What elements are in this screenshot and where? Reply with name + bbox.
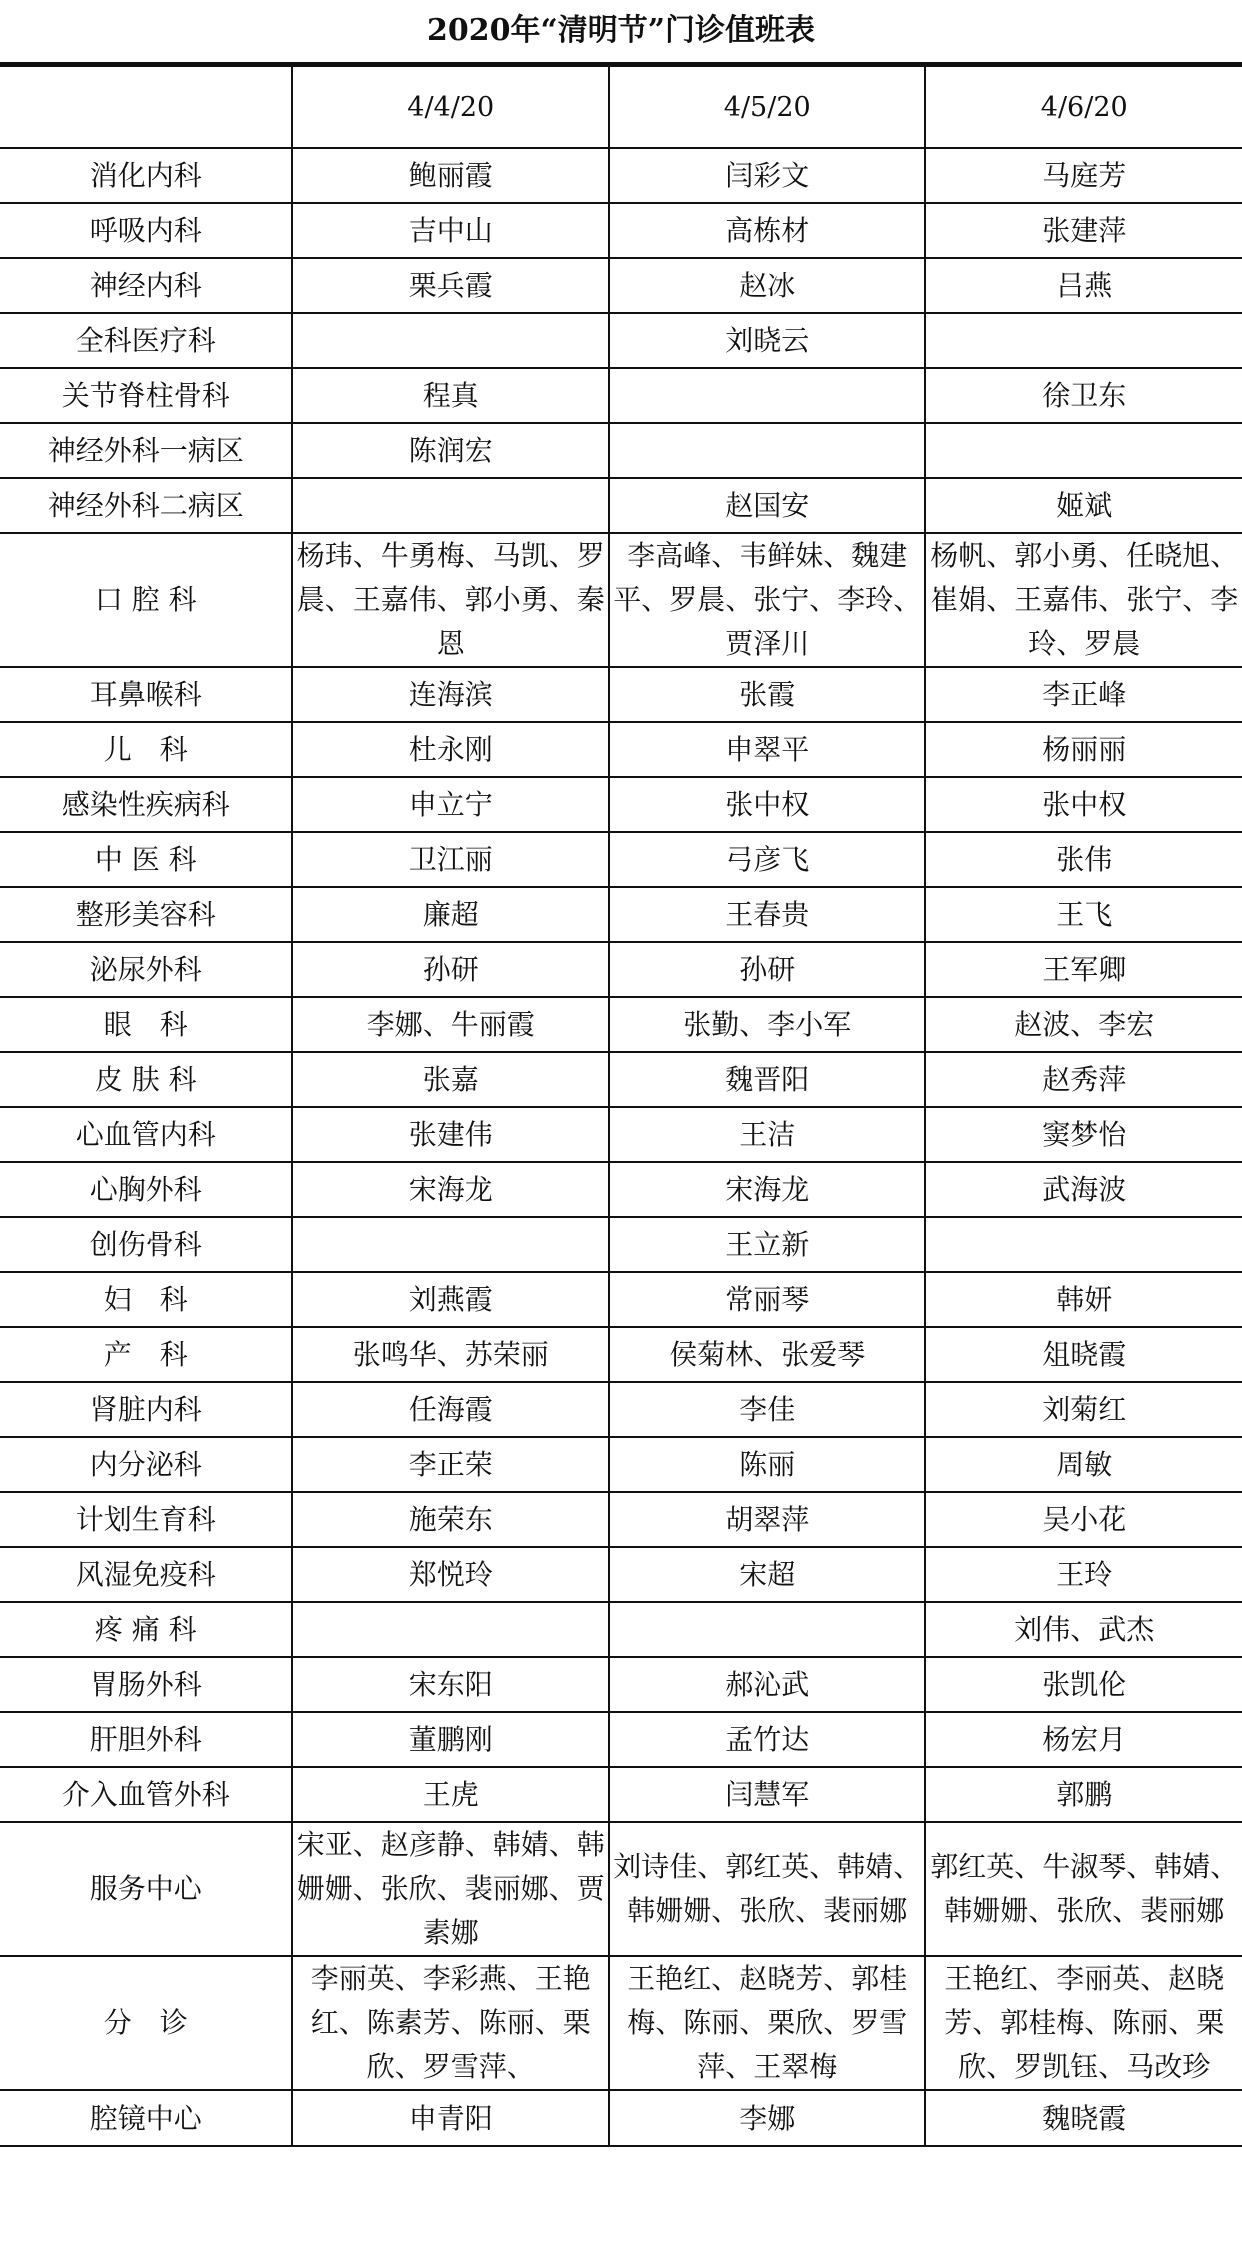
table-row <box>0 1712 1242 1767</box>
department-cell: 中 医 科 <box>0 832 292 887</box>
table-row <box>0 1327 1242 1382</box>
duty-cell-date1: 吉中山 <box>292 203 609 258</box>
duty-cell-date2: 李佳 <box>609 1382 926 1437</box>
department-cell: 服务中心 <box>0 1822 292 1956</box>
table-row <box>0 1217 1242 1272</box>
department-cell: 产 科 <box>0 1327 292 1382</box>
duty-cell-date1 <box>292 1217 609 1272</box>
department-cell: 感染性疾病科 <box>0 777 292 832</box>
duty-cell-date1: 申立宁 <box>292 777 609 832</box>
duty-cell-date1: 孙研 <box>292 942 609 997</box>
department-cell: 口 腔 科 <box>0 533 292 667</box>
table-row <box>0 1382 1242 1437</box>
duty-cell-date3: 马庭芳 <box>925 148 1242 203</box>
duty-cell-date3: 王玲 <box>925 1547 1242 1602</box>
duty-cell-date3: 韩妍 <box>925 1272 1242 1327</box>
duty-cell-date2: 赵冰 <box>609 258 926 313</box>
duty-cell-date1: 杜永刚 <box>292 722 609 777</box>
table-row <box>0 777 1242 832</box>
duty-roster-table <box>0 65 1242 2147</box>
department-cell: 介入血管外科 <box>0 1767 292 1822</box>
duty-cell-date2 <box>609 368 926 423</box>
duty-cell-date1: 杨玮、牛勇梅、马凯、罗晨、王嘉伟、郭小勇、秦恩 <box>292 533 609 667</box>
duty-cell-date3: 张中权 <box>925 777 1242 832</box>
table-row <box>0 1602 1242 1657</box>
duty-cell-date2: 刘晓云 <box>609 313 926 368</box>
duty-cell-date2: 高栋材 <box>609 203 926 258</box>
duty-cell-date1: 张建伟 <box>292 1107 609 1162</box>
duty-cell-date3 <box>925 423 1242 478</box>
duty-cell-date1 <box>292 313 609 368</box>
duty-cell-date2: 王立新 <box>609 1217 926 1272</box>
duty-cell-date2: 郝沁武 <box>609 1657 926 1712</box>
header-date-cell: 4/6/20 <box>925 66 1242 148</box>
duty-cell-date2: 王艳红、赵晓芳、郭桂梅、陈丽、栗欣、罗雪萍、王翠梅 <box>609 1956 926 2090</box>
duty-cell-date2: 张勤、李小军 <box>609 997 926 1052</box>
duty-cell-date3: 张伟 <box>925 832 1242 887</box>
table-row <box>0 1657 1242 1712</box>
duty-cell-date2: 刘诗佳、郭红英、韩婧、韩姗姗、张欣、裴丽娜 <box>609 1822 926 1956</box>
table-row <box>0 1492 1242 1547</box>
duty-cell-date2: 王洁 <box>609 1107 926 1162</box>
table-row <box>0 1052 1242 1107</box>
department-cell: 整形美容科 <box>0 887 292 942</box>
duty-cell-date3: 武海波 <box>925 1162 1242 1217</box>
header-date-cell: 4/4/20 <box>292 66 609 148</box>
duty-cell-date3 <box>925 1217 1242 1272</box>
table-row <box>0 533 1242 667</box>
duty-cell-date3 <box>925 313 1242 368</box>
duty-cell-date2: 弓彦飞 <box>609 832 926 887</box>
duty-cell-date1 <box>292 1602 609 1657</box>
duty-cell-date3: 张建萍 <box>925 203 1242 258</box>
duty-cell-date2: 李高峰、韦鲜妹、魏建平、罗晨、张宁、李玲、贾泽川 <box>609 533 926 667</box>
table-row <box>0 258 1242 313</box>
duty-cell-date2: 张中权 <box>609 777 926 832</box>
duty-cell-date3: 魏晓霞 <box>925 2090 1242 2146</box>
table-row <box>0 423 1242 478</box>
duty-cell-date1: 李正荣 <box>292 1437 609 1492</box>
duty-cell-date2: 胡翠萍 <box>609 1492 926 1547</box>
department-cell: 肾脏内科 <box>0 1382 292 1437</box>
bottom-margin <box>0 2147 1242 2181</box>
table-row <box>0 313 1242 368</box>
duty-cell-date1: 宋亚、赵彦静、韩婧、韩姗姗、张欣、裴丽娜、贾素娜 <box>292 1822 609 1956</box>
duty-cell-date2 <box>609 423 926 478</box>
duty-cell-date3: 吕燕 <box>925 258 1242 313</box>
duty-cell-date3: 王军卿 <box>925 942 1242 997</box>
department-cell: 内分泌科 <box>0 1437 292 1492</box>
duty-cell-date2: 孙研 <box>609 942 926 997</box>
duty-cell-date1: 宋东阳 <box>292 1657 609 1712</box>
department-cell: 创伤骨科 <box>0 1217 292 1272</box>
duty-cell-date2: 侯菊林、张爱琴 <box>609 1327 926 1382</box>
table-row <box>0 1437 1242 1492</box>
duty-cell-date1: 任海霞 <box>292 1382 609 1437</box>
duty-cell-date3: 赵秀萍 <box>925 1052 1242 1107</box>
duty-cell-date1 <box>292 478 609 533</box>
duty-cell-date3: 赵波、李宏 <box>925 997 1242 1052</box>
duty-cell-date1: 廉超 <box>292 887 609 942</box>
table-row <box>0 887 1242 942</box>
duty-cell-date3: 吴小花 <box>925 1492 1242 1547</box>
duty-cell-date2: 陈丽 <box>609 1437 926 1492</box>
table-row <box>0 1107 1242 1162</box>
duty-cell-date1: 刘燕霞 <box>292 1272 609 1327</box>
duty-cell-date3: 姬斌 <box>925 478 1242 533</box>
duty-cell-date2: 魏晋阳 <box>609 1052 926 1107</box>
header-corner-cell <box>0 66 292 148</box>
table-row <box>0 1272 1242 1327</box>
table-row <box>0 1162 1242 1217</box>
duty-cell-date2: 申翠平 <box>609 722 926 777</box>
roster-body <box>0 66 1242 2146</box>
department-cell: 胃肠外科 <box>0 1657 292 1712</box>
department-cell: 神经内科 <box>0 258 292 313</box>
duty-cell-date2: 宋超 <box>609 1547 926 1602</box>
department-cell: 心血管内科 <box>0 1107 292 1162</box>
duty-cell-date1: 陈润宏 <box>292 423 609 478</box>
table-row <box>0 722 1242 777</box>
duty-cell-date1: 申青阳 <box>292 2090 609 2146</box>
table-title: 2020年“清明节”门诊值班表 <box>0 0 1242 65</box>
duty-cell-date1: 程真 <box>292 368 609 423</box>
table-row <box>0 478 1242 533</box>
department-cell: 泌尿外科 <box>0 942 292 997</box>
duty-cell-date1: 张嘉 <box>292 1052 609 1107</box>
duty-cell-date2: 孟竹达 <box>609 1712 926 1767</box>
department-cell: 疼 痛 科 <box>0 1602 292 1657</box>
duty-cell-date2: 李娜 <box>609 2090 926 2146</box>
table-row <box>0 148 1242 203</box>
duty-cell-date3: 郭鹏 <box>925 1767 1242 1822</box>
duty-cell-date1: 施荣东 <box>292 1492 609 1547</box>
duty-cell-date1: 栗兵霞 <box>292 258 609 313</box>
department-cell: 神经外科一病区 <box>0 423 292 478</box>
department-cell: 风湿免疫科 <box>0 1547 292 1602</box>
duty-cell-date1: 王虎 <box>292 1767 609 1822</box>
duty-cell-date1: 郑悦玲 <box>292 1547 609 1602</box>
department-cell: 神经外科二病区 <box>0 478 292 533</box>
department-cell: 计划生育科 <box>0 1492 292 1547</box>
duty-cell-date3: 郭红英、牛淑琴、韩婧、韩姗姗、张欣、裴丽娜 <box>925 1822 1242 1956</box>
department-cell: 儿 科 <box>0 722 292 777</box>
department-cell: 妇 科 <box>0 1272 292 1327</box>
duty-cell-date3: 刘菊红 <box>925 1382 1242 1437</box>
duty-cell-date3: 徐卫东 <box>925 368 1242 423</box>
duty-cell-date1: 鲍丽霞 <box>292 148 609 203</box>
duty-cell-date3: 刘伟、武杰 <box>925 1602 1242 1657</box>
table-row <box>0 1822 1242 1956</box>
header-date-cell: 4/5/20 <box>609 66 926 148</box>
table-row <box>0 1956 1242 2090</box>
duty-cell-date2: 闫彩文 <box>609 148 926 203</box>
duty-cell-date2 <box>609 1602 926 1657</box>
department-cell: 眼 科 <box>0 997 292 1052</box>
table-row <box>0 667 1242 722</box>
duty-cell-date2: 闫慧军 <box>609 1767 926 1822</box>
table-row <box>0 997 1242 1052</box>
duty-cell-date1: 董鹏刚 <box>292 1712 609 1767</box>
duty-cell-date1: 卫江丽 <box>292 832 609 887</box>
table-row <box>0 203 1242 258</box>
table-row <box>0 942 1242 997</box>
department-cell: 皮 肤 科 <box>0 1052 292 1107</box>
table-row <box>0 2090 1242 2146</box>
department-cell: 呼吸内科 <box>0 203 292 258</box>
department-cell: 心胸外科 <box>0 1162 292 1217</box>
table-row <box>0 1547 1242 1602</box>
department-cell: 关节脊柱骨科 <box>0 368 292 423</box>
department-cell: 肝胆外科 <box>0 1712 292 1767</box>
duty-cell-date2: 赵国安 <box>609 478 926 533</box>
duty-cell-date3: 李正峰 <box>925 667 1242 722</box>
duty-cell-date3: 王艳红、李丽英、赵晓芳、郭桂梅、陈丽、栗欣、罗凯钰、马改珍 <box>925 1956 1242 2090</box>
department-cell: 分 诊 <box>0 1956 292 2090</box>
duty-cell-date2: 宋海龙 <box>609 1162 926 1217</box>
duty-cell-date2: 张霞 <box>609 667 926 722</box>
table-row <box>0 1767 1242 1822</box>
table-row <box>0 368 1242 423</box>
duty-cell-date1: 连海滨 <box>292 667 609 722</box>
duty-cell-date2: 王春贵 <box>609 887 926 942</box>
duty-cell-date1: 张鸣华、苏荣丽 <box>292 1327 609 1382</box>
duty-cell-date3: 张凯伦 <box>925 1657 1242 1712</box>
duty-cell-date3: 窦梦怡 <box>925 1107 1242 1162</box>
department-cell: 耳鼻喉科 <box>0 667 292 722</box>
duty-cell-date1: 李娜、牛丽霞 <box>292 997 609 1052</box>
department-cell: 消化内科 <box>0 148 292 203</box>
duty-cell-date2: 常丽琴 <box>609 1272 926 1327</box>
duty-cell-date3: 俎晓霞 <box>925 1327 1242 1382</box>
duty-cell-date3: 杨帆、郭小勇、任晓旭、崔娟、王嘉伟、张宁、李玲、罗晨 <box>925 533 1242 667</box>
duty-cell-date3: 周敏 <box>925 1437 1242 1492</box>
header-row <box>0 66 1242 148</box>
duty-cell-date3: 杨宏月 <box>925 1712 1242 1767</box>
department-cell: 全科医疗科 <box>0 313 292 368</box>
department-cell: 腔镜中心 <box>0 2090 292 2146</box>
table-row <box>0 832 1242 887</box>
duty-cell-date1: 宋海龙 <box>292 1162 609 1217</box>
duty-cell-date1: 李丽英、李彩燕、王艳红、陈素芳、陈丽、栗欣、罗雪萍、 <box>292 1956 609 2090</box>
duty-cell-date3: 王飞 <box>925 887 1242 942</box>
duty-cell-date3: 杨丽丽 <box>925 722 1242 777</box>
